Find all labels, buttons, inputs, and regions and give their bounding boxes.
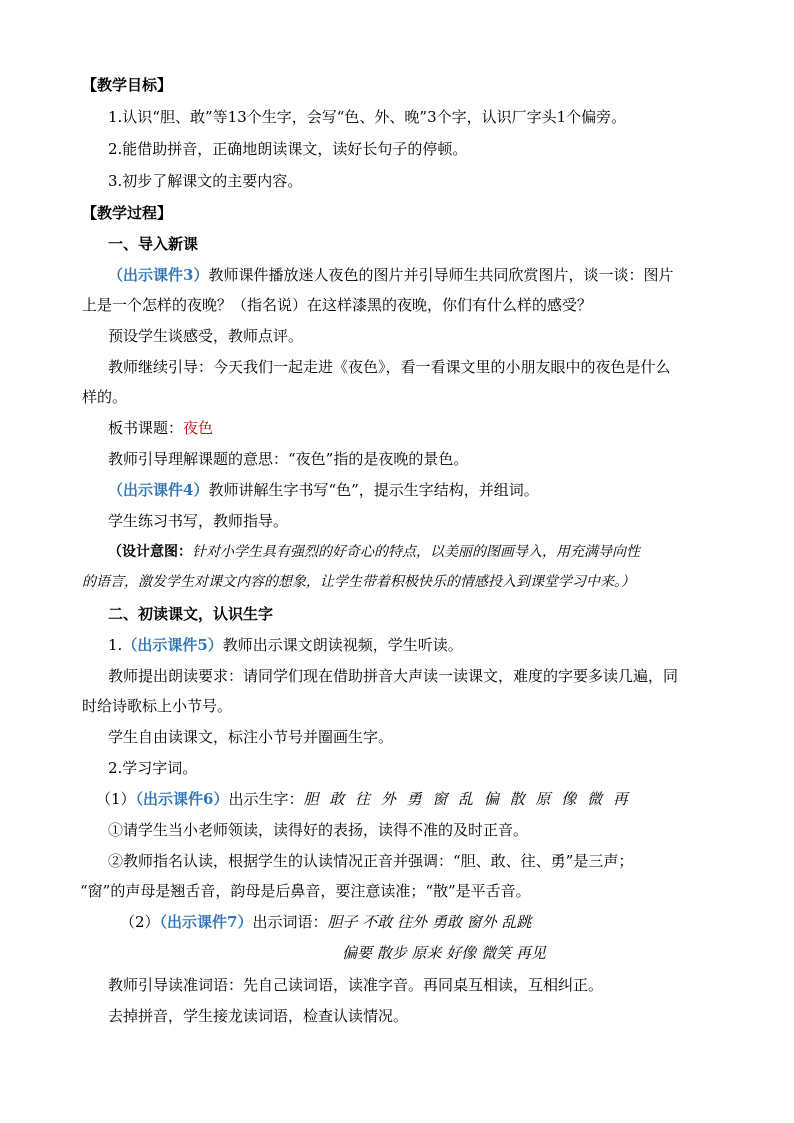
paragraph-2: 预设学生谈感受，教师点评。 (108, 327, 304, 345)
courseware-tag: （出示课件6） (135, 790, 229, 808)
substep-text: 出示词语： (252, 913, 328, 931)
part1-heading: 一、导入新课 (108, 235, 199, 253)
section-title-goals: 【教学目标】 (82, 76, 173, 94)
new-characters: 胆 敢 往 外 勇 窗 乱 偏 散 原 像 微 再 (303, 790, 631, 808)
word-list-2: 偏要 散步 原来 好像 微笑 再见 (342, 944, 546, 962)
paragraph-free-reading: 学生自由读课文，标注小节号并圈画生字。 (108, 728, 394, 746)
paragraph-3: 教师继续引导：今天我们一起走进《夜色》，看一看课文里的小朋友眼中的夜色是什么 (108, 358, 671, 376)
courseware-tag: （出示课件5） (122, 636, 223, 654)
courseware-tag: （出示课件4） (108, 481, 209, 499)
goal-item-3: 3.初步了解课文的主要内容。 (108, 172, 303, 190)
paragraph-3-cont: 样的。 (82, 388, 128, 406)
paragraph-6 (108, 479, 539, 501)
goal-item-2: 2.能借助拼音，正确地朗读课文，读好长句子的停顿。 (108, 140, 468, 158)
section-title-process: 【教学过程】 (82, 204, 173, 222)
substep-text: 出示生字： (228, 790, 304, 808)
design-intent (108, 541, 640, 563)
paragraph-1-cont: 上是一个怎样的夜晚？（指名说）在这样漆黑的夜晚，你们有什么样的感受？ (82, 296, 593, 314)
paragraph-lead-reading: ①请学生当小老师领读，读得好的表扬，读得不准的及时正音。 (108, 821, 529, 839)
substep-number: （2） (120, 913, 160, 931)
part2-heading: 二、初读课文，认识生字 (108, 605, 274, 623)
board-title-label: 板书课题： (108, 419, 184, 437)
word-list-1: 胆子 不敢 往外 勇敢 窗外 乱跳 (327, 913, 532, 931)
design-intent-cont: 的语言，激发学生对课文内容的想象，让学生带着积极快乐的情感投入到课堂学习中来。） (82, 574, 635, 590)
goal-item-1: 1.认识“胆、敢”等13个生字，会写“色、外、晚”3个字，认识厂字头1个偏旁。 (108, 108, 627, 126)
courseware-tag: （出示课件7） (159, 913, 253, 931)
courseware-tag: （出示课件3） (108, 266, 209, 284)
paragraph-correction: ②教师指名认读，根据学生的认读情况正音并强调：“胆、敢、往、勇”是三声； (108, 852, 634, 870)
step-1 (108, 634, 463, 656)
paragraph-7: 学生练习书写，教师指导。 (108, 512, 289, 530)
step-text: 教师出示课文朗读视频，学生听读。 (222, 636, 463, 654)
paragraph-text: 教师课件播放迷人夜色的图片并引导师生共同欣赏图片，谈一谈：图片 (208, 266, 674, 284)
design-intent-text: 针对小学生具有强烈的好奇心的特点，以美丽的图画导入，用充满导向性 (192, 544, 640, 560)
paragraph-5: 教师引导理解课题的意思：“夜色”指的是夜晚的景色。 (108, 450, 469, 468)
board-title-line (108, 417, 213, 439)
step-2: 2.学习字词。 (108, 759, 198, 777)
substep-2 (120, 911, 531, 933)
step-number: 1. (108, 636, 123, 654)
paragraph-word-reading: 教师引导读准词语：先自己读词语，读准字音。再同桌互相读，互相纠正。 (108, 976, 604, 994)
paragraph-correction-cont: “窗”的声母是翘舌音，韵母是后鼻音，要注意读准；“散”是平舌音。 (80, 882, 531, 900)
design-intent-label: （设计意图： (108, 544, 192, 560)
paragraph-1 (108, 264, 673, 286)
substep-number: （1） (96, 790, 136, 808)
substep-1 (96, 788, 631, 810)
paragraph-text: 教师讲解生字书写“色”，提示生字结构，并组词。 (208, 481, 539, 499)
board-title: 夜色 (183, 419, 214, 437)
paragraph-reading-req: 教师提出朗读要求：请同学们现在借助拼音大声读一读课文，难度的字要多读几遍，同 (108, 667, 679, 685)
paragraph-check: 去掉拼音，学生接龙读词语，检查认读情况。 (108, 1007, 409, 1025)
paragraph-reading-req-cont: 时给诗歌标上小节号。 (82, 697, 233, 715)
